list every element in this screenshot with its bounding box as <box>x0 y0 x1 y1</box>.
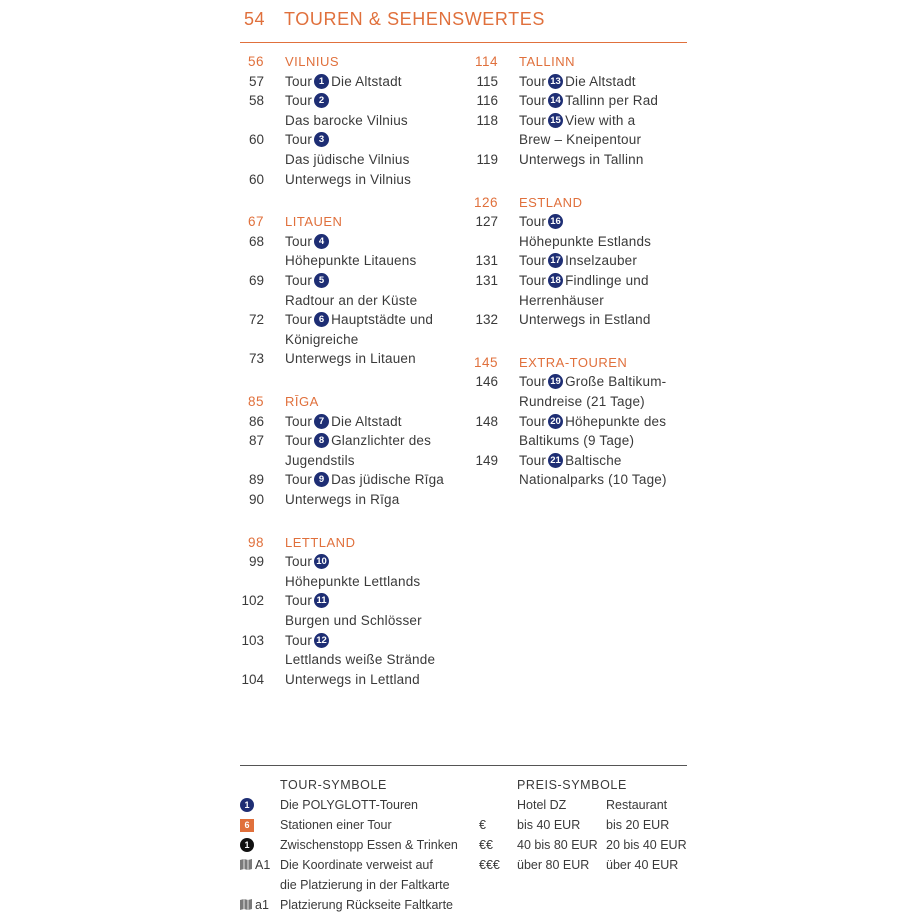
section-title: VILNIUS <box>285 54 340 69</box>
price-col-hotel: Hotel DZ <box>517 798 567 812</box>
entry-page: 68 <box>248 233 264 249</box>
entry-title: Herrenhäuser <box>519 292 604 308</box>
entry-title: Unterwegs in Tallinn <box>519 152 644 167</box>
entry-page: 60 <box>248 171 264 187</box>
entry-text <box>285 291 417 311</box>
entry-title: Nationalparks (10 Tage) <box>519 472 667 488</box>
entry-title: Königreiche <box>285 331 359 347</box>
entry-text <box>285 572 420 592</box>
tour-number-badge: 5 <box>314 273 329 288</box>
page-number: 54 <box>244 9 266 29</box>
section-page: 145 <box>473 354 498 370</box>
tour-label: Tour <box>519 452 547 468</box>
entry-page: 148 <box>475 413 498 429</box>
entry-title: Lettlands weiße Strände <box>285 652 436 668</box>
entry-page: 119 <box>476 152 498 167</box>
entry-text <box>519 372 666 392</box>
section-title: TALLINN <box>519 54 575 69</box>
entry-text <box>285 451 355 471</box>
entry-text <box>519 91 658 111</box>
folded-map-icon <box>240 899 252 910</box>
legend-text: Zwischenstopp Essen & Trinken <box>280 838 458 852</box>
map-coordinate-label: A1 <box>255 858 271 872</box>
legend-text: die Platzierung in der Faltkarte <box>280 878 450 892</box>
entry-page: 103 <box>241 632 264 648</box>
entry-text <box>285 470 444 490</box>
tour-label: Tour <box>285 433 313 449</box>
entry-title: Höhepunkte Lettlands <box>285 573 421 589</box>
entry-text <box>519 412 666 432</box>
entry-title: Unterwegs in Estland <box>519 312 651 328</box>
tour-number-badge: 20 <box>548 414 563 429</box>
entry-page: 131 <box>475 253 498 269</box>
entry-text <box>519 291 604 311</box>
section-page: 98 <box>247 534 264 550</box>
legend-rule <box>240 765 687 766</box>
entry-title: Radtour an der Küste <box>285 292 418 308</box>
legend-heading-price: PREIS-SYMBOLE <box>517 778 627 792</box>
entry-page: 86 <box>248 413 264 429</box>
tour-label: Tour <box>285 593 313 609</box>
legend-text: Stationen einer Tour <box>280 818 392 832</box>
tour-label: Tour <box>519 214 547 230</box>
tour-number-badge: 19 <box>548 374 563 389</box>
section-page: 85 <box>247 394 264 409</box>
tour-number-badge: 17 <box>548 253 563 268</box>
entry-text <box>519 470 667 490</box>
entry-title: Unterwegs in Lettland <box>285 671 420 687</box>
entry-title: Das jüdische Rīga <box>331 472 445 488</box>
section-title: ESTLAND <box>519 194 583 210</box>
entry-text <box>285 310 433 330</box>
page-title: TOUREN & SEHENSWERTES <box>284 9 545 29</box>
section-page: 56 <box>247 54 264 69</box>
map-coordinate-label: a1 <box>255 898 269 912</box>
legend-text: Platzierung Rückseite Faltkarte <box>280 898 453 912</box>
entry-text <box>519 392 645 412</box>
entry-title: Das barocke Vilnius <box>285 112 408 128</box>
entry-title: Jugendstils <box>285 452 355 468</box>
entry-page: 115 <box>476 73 498 89</box>
tour-label: Tour <box>519 112 547 128</box>
legend-heading-tour: TOUR-SYMBOLE <box>280 778 387 792</box>
entry-title: Burgen und Schlösser <box>285 613 422 628</box>
entry-text <box>519 130 641 150</box>
entry-text <box>285 111 408 131</box>
entry-text <box>519 111 635 131</box>
tour-label: Tour <box>285 632 313 648</box>
section-page: 67 <box>247 214 264 230</box>
tour-label: Tour <box>519 73 547 89</box>
entry-title: Höhepunkte Estlands <box>519 233 652 249</box>
tour-number-badge: 2 <box>314 93 329 108</box>
entry-text <box>285 591 331 611</box>
entry-text <box>519 451 622 471</box>
price-symbol: €€ <box>479 838 493 852</box>
entry-text <box>519 72 636 92</box>
entry-text <box>285 232 331 252</box>
tour-number-badge: 16 <box>548 214 563 229</box>
header-rule <box>240 42 687 43</box>
entry-title: Inselzauber <box>565 253 638 269</box>
entry-page: 90 <box>248 492 264 507</box>
tour-number-badge: 18 <box>548 273 563 288</box>
entry-title: Die Altstadt <box>331 413 402 429</box>
price-col-restaurant: Restaurant <box>606 798 668 812</box>
tour-label: Tour <box>285 132 313 148</box>
section-title: EXTRA-TOUREN <box>519 354 628 370</box>
price-hotel: 40 bis 80 EUR <box>517 838 598 852</box>
entry-title: Glanzlichter des <box>331 433 432 449</box>
entry-text <box>285 330 359 350</box>
entry-page: 104 <box>241 671 264 687</box>
entry-page: 57 <box>248 73 264 89</box>
entry-text <box>285 490 399 510</box>
entry-text <box>519 150 644 170</box>
section-title: LETTLAND <box>285 534 356 550</box>
entry-text <box>285 631 331 651</box>
legend-text: Die POLYGLOTT-Touren <box>280 798 419 812</box>
tour-symbol-icon: 1 <box>240 798 254 812</box>
entry-title: Die Altstadt <box>565 73 636 89</box>
entry-text <box>519 251 637 271</box>
entry-title: Findlinge und <box>565 273 649 288</box>
entry-text <box>285 650 435 670</box>
entry-page: 73 <box>248 351 264 367</box>
tour-label: Tour <box>519 374 547 390</box>
entry-text <box>285 670 420 690</box>
entry-text <box>285 271 331 291</box>
entry-text <box>285 431 431 451</box>
tour-number-badge: 11 <box>314 593 329 608</box>
tour-label: Tour <box>285 233 313 249</box>
tour-label: Tour <box>519 253 547 269</box>
tour-number-badge: 15 <box>548 113 563 128</box>
food-stop-icon: 1 <box>240 838 254 852</box>
entry-page: 149 <box>475 452 498 468</box>
entry-title: Rundreise (21 Tage) <box>519 394 645 409</box>
legend-text: Die Koordinate verweist auf <box>280 858 433 872</box>
entry-page: 131 <box>475 273 498 288</box>
tour-number-badge: 4 <box>314 234 329 249</box>
tour-number-badge: 21 <box>548 453 563 468</box>
entry-text <box>519 431 634 451</box>
price-restaurant: 20 bis 40 EUR <box>606 838 687 852</box>
entry-page: 146 <box>475 374 498 390</box>
entry-text <box>519 232 651 252</box>
entry-page: 127 <box>475 214 498 230</box>
tour-number-badge: 7 <box>314 414 329 429</box>
entry-title: Hauptstädte und <box>331 312 434 328</box>
entry-text <box>519 271 649 291</box>
tour-number-badge: 1 <box>314 74 329 89</box>
entry-title: Baltikums (9 Tage) <box>519 433 635 449</box>
price-symbol: €€€ <box>479 858 500 872</box>
tour-number-badge: 14 <box>548 93 563 108</box>
tour-label: Tour <box>285 472 313 488</box>
section-title: RĪGA <box>285 394 319 409</box>
entry-title: Große Baltikum- <box>565 374 667 390</box>
entry-page: 58 <box>248 93 264 109</box>
entry-title: Höhepunkte des <box>565 413 667 429</box>
entry-page: 132 <box>475 312 498 328</box>
tour-label: Tour <box>519 413 547 429</box>
entry-page: 99 <box>248 554 264 570</box>
entry-text <box>285 91 331 111</box>
entry-title: Unterwegs in Rīga <box>285 492 400 507</box>
tour-number-badge: 8 <box>314 433 329 448</box>
entry-text <box>285 611 422 631</box>
tour-number-badge: 3 <box>314 132 329 147</box>
price-hotel: bis 40 EUR <box>517 818 581 832</box>
entry-title: Unterwegs in Litauen <box>285 351 416 367</box>
tour-label: Tour <box>285 73 313 89</box>
section-page: 114 <box>474 54 498 69</box>
price-hotel: über 80 EUR <box>517 858 590 872</box>
entry-text <box>285 412 402 432</box>
price-restaurant: bis 20 EUR <box>606 818 670 832</box>
folded-map-icon <box>240 859 252 870</box>
entry-page: 60 <box>248 132 264 148</box>
entry-page: 89 <box>248 472 264 488</box>
entry-text <box>285 150 410 170</box>
price-symbol: € <box>479 818 486 832</box>
entry-title: Brew – Kneipentour <box>519 132 642 148</box>
tour-number-badge: 9 <box>314 472 329 487</box>
section-title: LITAUEN <box>285 214 343 230</box>
tour-label: Tour <box>519 93 547 109</box>
entry-page: 118 <box>476 112 498 128</box>
station-symbol-icon: 6 <box>240 819 254 832</box>
entry-title: View with a <box>565 112 636 128</box>
tour-label: Tour <box>285 413 313 429</box>
entry-page: 116 <box>476 93 498 109</box>
tour-label: Tour <box>285 93 313 109</box>
entry-page: 69 <box>248 273 264 288</box>
entry-page: 72 <box>248 312 264 328</box>
entry-text <box>285 170 411 190</box>
entry-text <box>285 130 331 150</box>
tour-label: Tour <box>519 273 547 288</box>
tour-label: Tour <box>285 273 313 288</box>
entry-text <box>285 72 402 92</box>
tour-number-badge: 12 <box>314 633 329 648</box>
tour-label: Tour <box>285 312 313 328</box>
tour-number-badge: 6 <box>314 312 329 327</box>
entry-title: Höhepunkte Litauens <box>285 253 417 269</box>
entry-text <box>285 552 331 572</box>
price-restaurant: über 40 EUR <box>606 858 679 872</box>
tour-label: Tour <box>285 554 313 570</box>
entry-text <box>519 212 565 232</box>
entry-text <box>285 349 416 369</box>
entry-title: Die Altstadt <box>331 73 402 89</box>
tour-number-badge: 13 <box>548 74 563 89</box>
entry-title: Baltische <box>565 452 622 468</box>
entry-title: Tallinn per Rad <box>565 93 659 109</box>
entry-text <box>519 310 651 330</box>
entry-title: Unterwegs in Vilnius <box>285 171 412 187</box>
section-page: 126 <box>473 194 498 210</box>
entry-page: 102 <box>241 593 264 609</box>
tour-number-badge: 10 <box>314 554 329 569</box>
entry-page: 87 <box>248 433 264 449</box>
entry-text <box>285 251 416 271</box>
entry-title: Das jüdische Vilnius <box>285 152 410 167</box>
